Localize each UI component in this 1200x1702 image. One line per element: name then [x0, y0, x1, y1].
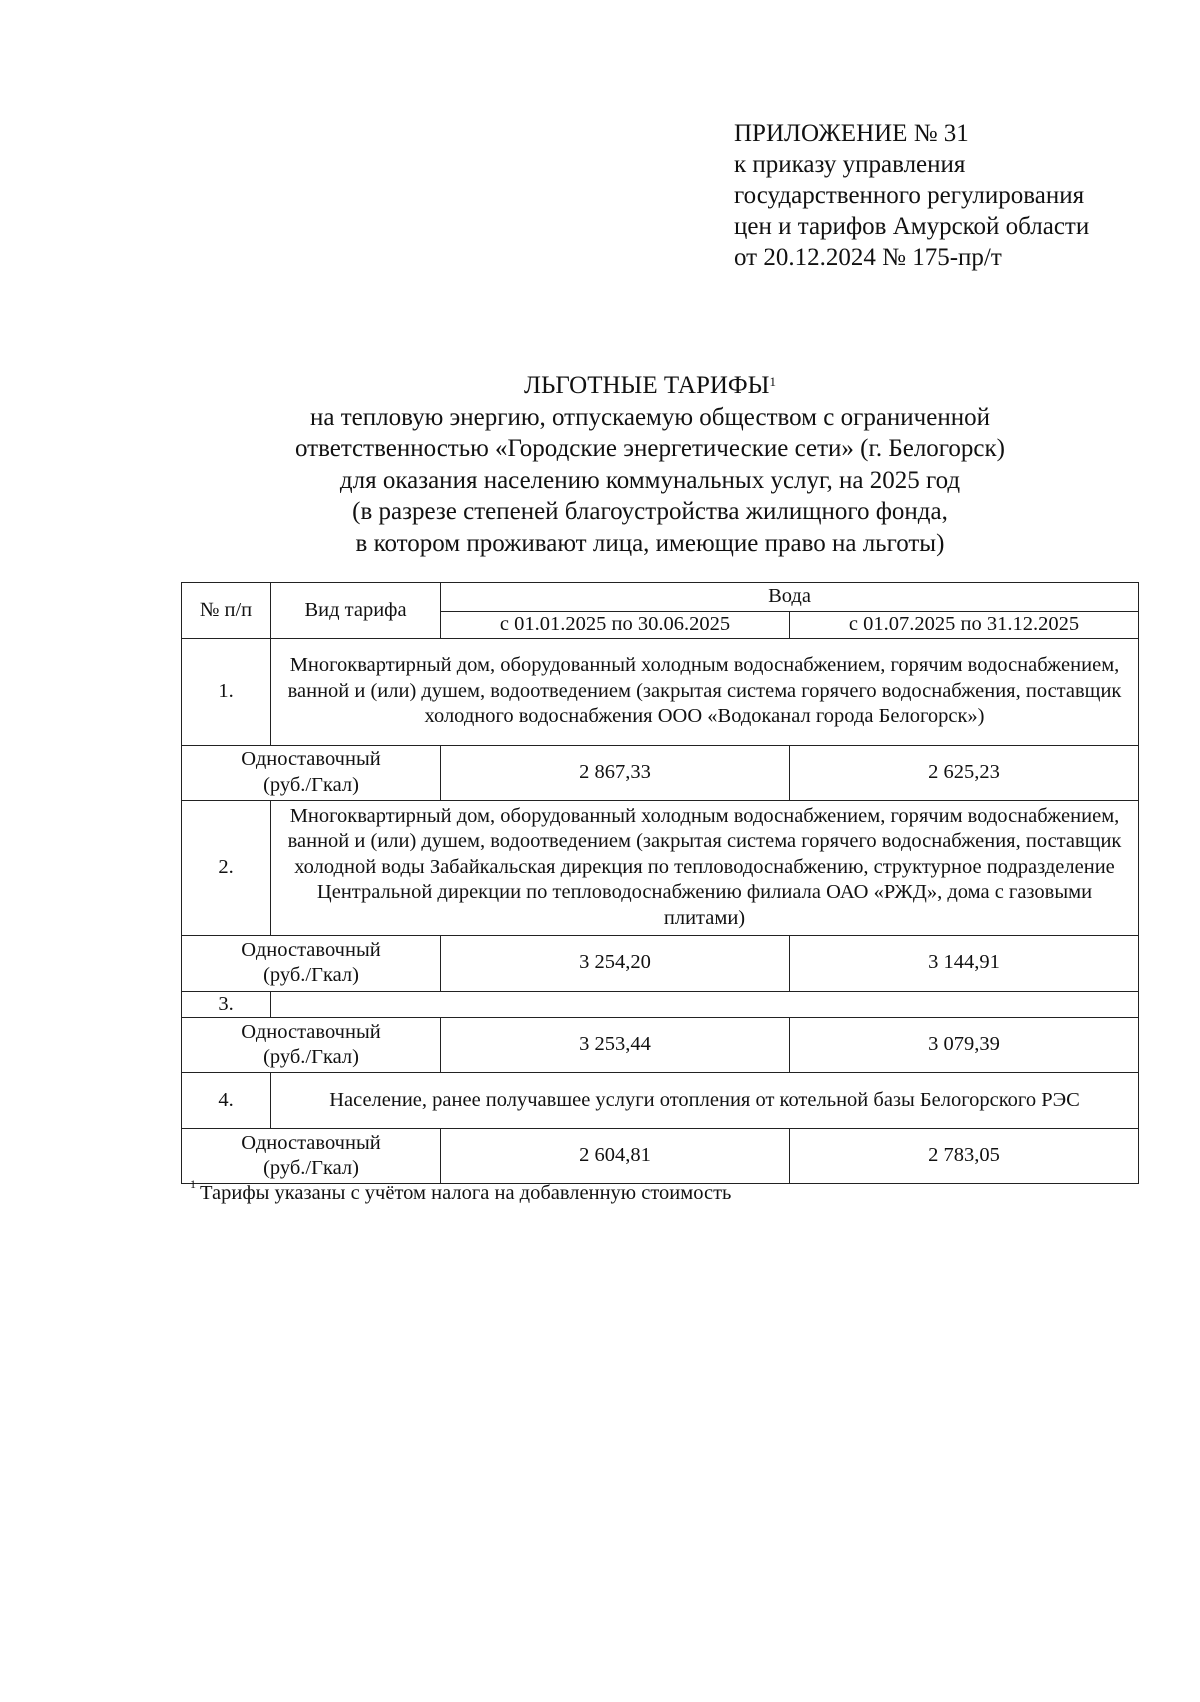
tariff-type-cell — [182, 1129, 441, 1184]
title-main — [150, 370, 1150, 402]
footnote-mark: 1 — [190, 1177, 196, 1191]
tariff-type-label: Одноставочный — [241, 938, 381, 961]
title-line: в котором проживают лица, имеющие право на льготы) — [355, 529, 945, 557]
tariff-value-period-1: 2 604,81 — [441, 1129, 790, 1184]
tariff-value-period-1: 3 253,44 — [441, 1018, 790, 1073]
table-header-row — [182, 583, 1139, 612]
tariff-type-cell — [182, 935, 441, 991]
tariff-unit-label: (руб./Гкал) — [263, 773, 359, 796]
tariff-type-cell — [182, 1018, 441, 1073]
header-water-group: Вода — [441, 583, 1139, 612]
table-row — [182, 800, 1139, 935]
header-tariff-type: Вид тарифа — [271, 583, 441, 639]
tariff-type-label: Одноставочный — [241, 1020, 381, 1043]
tariff-unit-label: (руб./Гкал) — [263, 1046, 359, 1068]
table-row — [182, 638, 1139, 745]
tariff-value-period-2: 2 625,23 — [790, 745, 1139, 800]
tariff-type-cell — [182, 745, 441, 800]
row-number: 2. — [182, 800, 271, 935]
tariff-value-period-1: 2 867,33 — [441, 745, 790, 800]
document-title — [150, 370, 1150, 559]
header-num: № п/п — [182, 583, 271, 639]
tariff-value-period-2: 3 079,39 — [790, 1018, 1139, 1073]
annex-date-number: от 20.12.2024 № 175-пр/т — [734, 244, 1002, 271]
title-main-text: ЛЬГОТНЫЕ ТАРИФЫ — [524, 372, 770, 399]
tariff-table — [181, 582, 1139, 1184]
table-row — [182, 745, 1139, 800]
tariff-unit-label: (руб./Гкал) — [263, 964, 359, 986]
row-description: Население, ранее получавшее услуги отопления от котельной базы Белогорского РЭС — [271, 1073, 1139, 1129]
tariff-value-period-1: 3 254,20 — [441, 935, 790, 991]
row-description — [271, 991, 1139, 1018]
tariff-value-period-2: 2 783,05 — [790, 1129, 1139, 1184]
title-line: на тепловую энергию, отпускаемую обществом с ограниченной — [310, 403, 990, 431]
title-line: ответственностью «Городские энергетические сети» (г. Белогорск) — [294, 435, 1006, 462]
table-row — [182, 1073, 1139, 1129]
tariff-unit-label: (руб./Гкал) — [263, 1157, 359, 1179]
table-row — [182, 991, 1139, 1018]
row-number: 4. — [182, 1073, 271, 1129]
annex-header — [734, 118, 1174, 273]
table-row — [182, 935, 1139, 991]
tariff-type-label: Одноставочный — [241, 748, 381, 770]
row-number: 3. — [182, 991, 271, 1018]
row-description: Многоквартирный дом, оборудованный холодным водоснабжением, горячим водоснабжением, ванной и (или) душем, водоотведением (закрытая система горячего водоснабжения, поставщик холодной воды Забайкальская дирекция по тепловодоснабжению, структурное подразделение Центральной дирекции по тепловодоснабжению филиала ОАО «РЖД», дома с газовыми плитами) — [271, 800, 1139, 935]
annex-authority-line: государственного регулирования — [734, 182, 1085, 209]
annex-order-line: к приказу управления — [734, 151, 966, 178]
tariff-type-label: Одноставочный — [241, 1131, 381, 1154]
footnote-text: Тарифы указаны с учётом налога на добавленную стоимость — [200, 1182, 732, 1204]
title-line: (в разрезе степеней благоустройства жилищного фонда, — [352, 498, 948, 525]
table-row — [182, 1129, 1139, 1184]
table-row — [182, 1018, 1139, 1073]
annex-number: ПРИЛОЖЕНИЕ № 31 — [734, 120, 969, 147]
annex-authority-line-2: цен и тарифов Амурской области — [734, 213, 1090, 240]
title-footnote-mark: 1 — [769, 374, 776, 389]
row-number: 1. — [182, 638, 271, 745]
title-line: для оказания населению коммунальных услуг, на 2025 год — [339, 466, 961, 494]
header-period-1: с 01.01.2025 по 30.06.2025 — [441, 612, 790, 639]
footnote — [190, 1177, 732, 1205]
header-period-2: с 01.07.2025 по 31.12.2025 — [790, 612, 1139, 639]
tariff-value-period-2: 3 144,91 — [790, 935, 1139, 991]
row-description: Многоквартирный дом, оборудованный холодным водоснабжением, горячим водоснабжением, ванной и (или) душем, водоотведением (закрытая система горячего водоснабжения, поставщик холодного водоснабжения ООО «Водоканал города Белогорск») — [271, 638, 1139, 745]
